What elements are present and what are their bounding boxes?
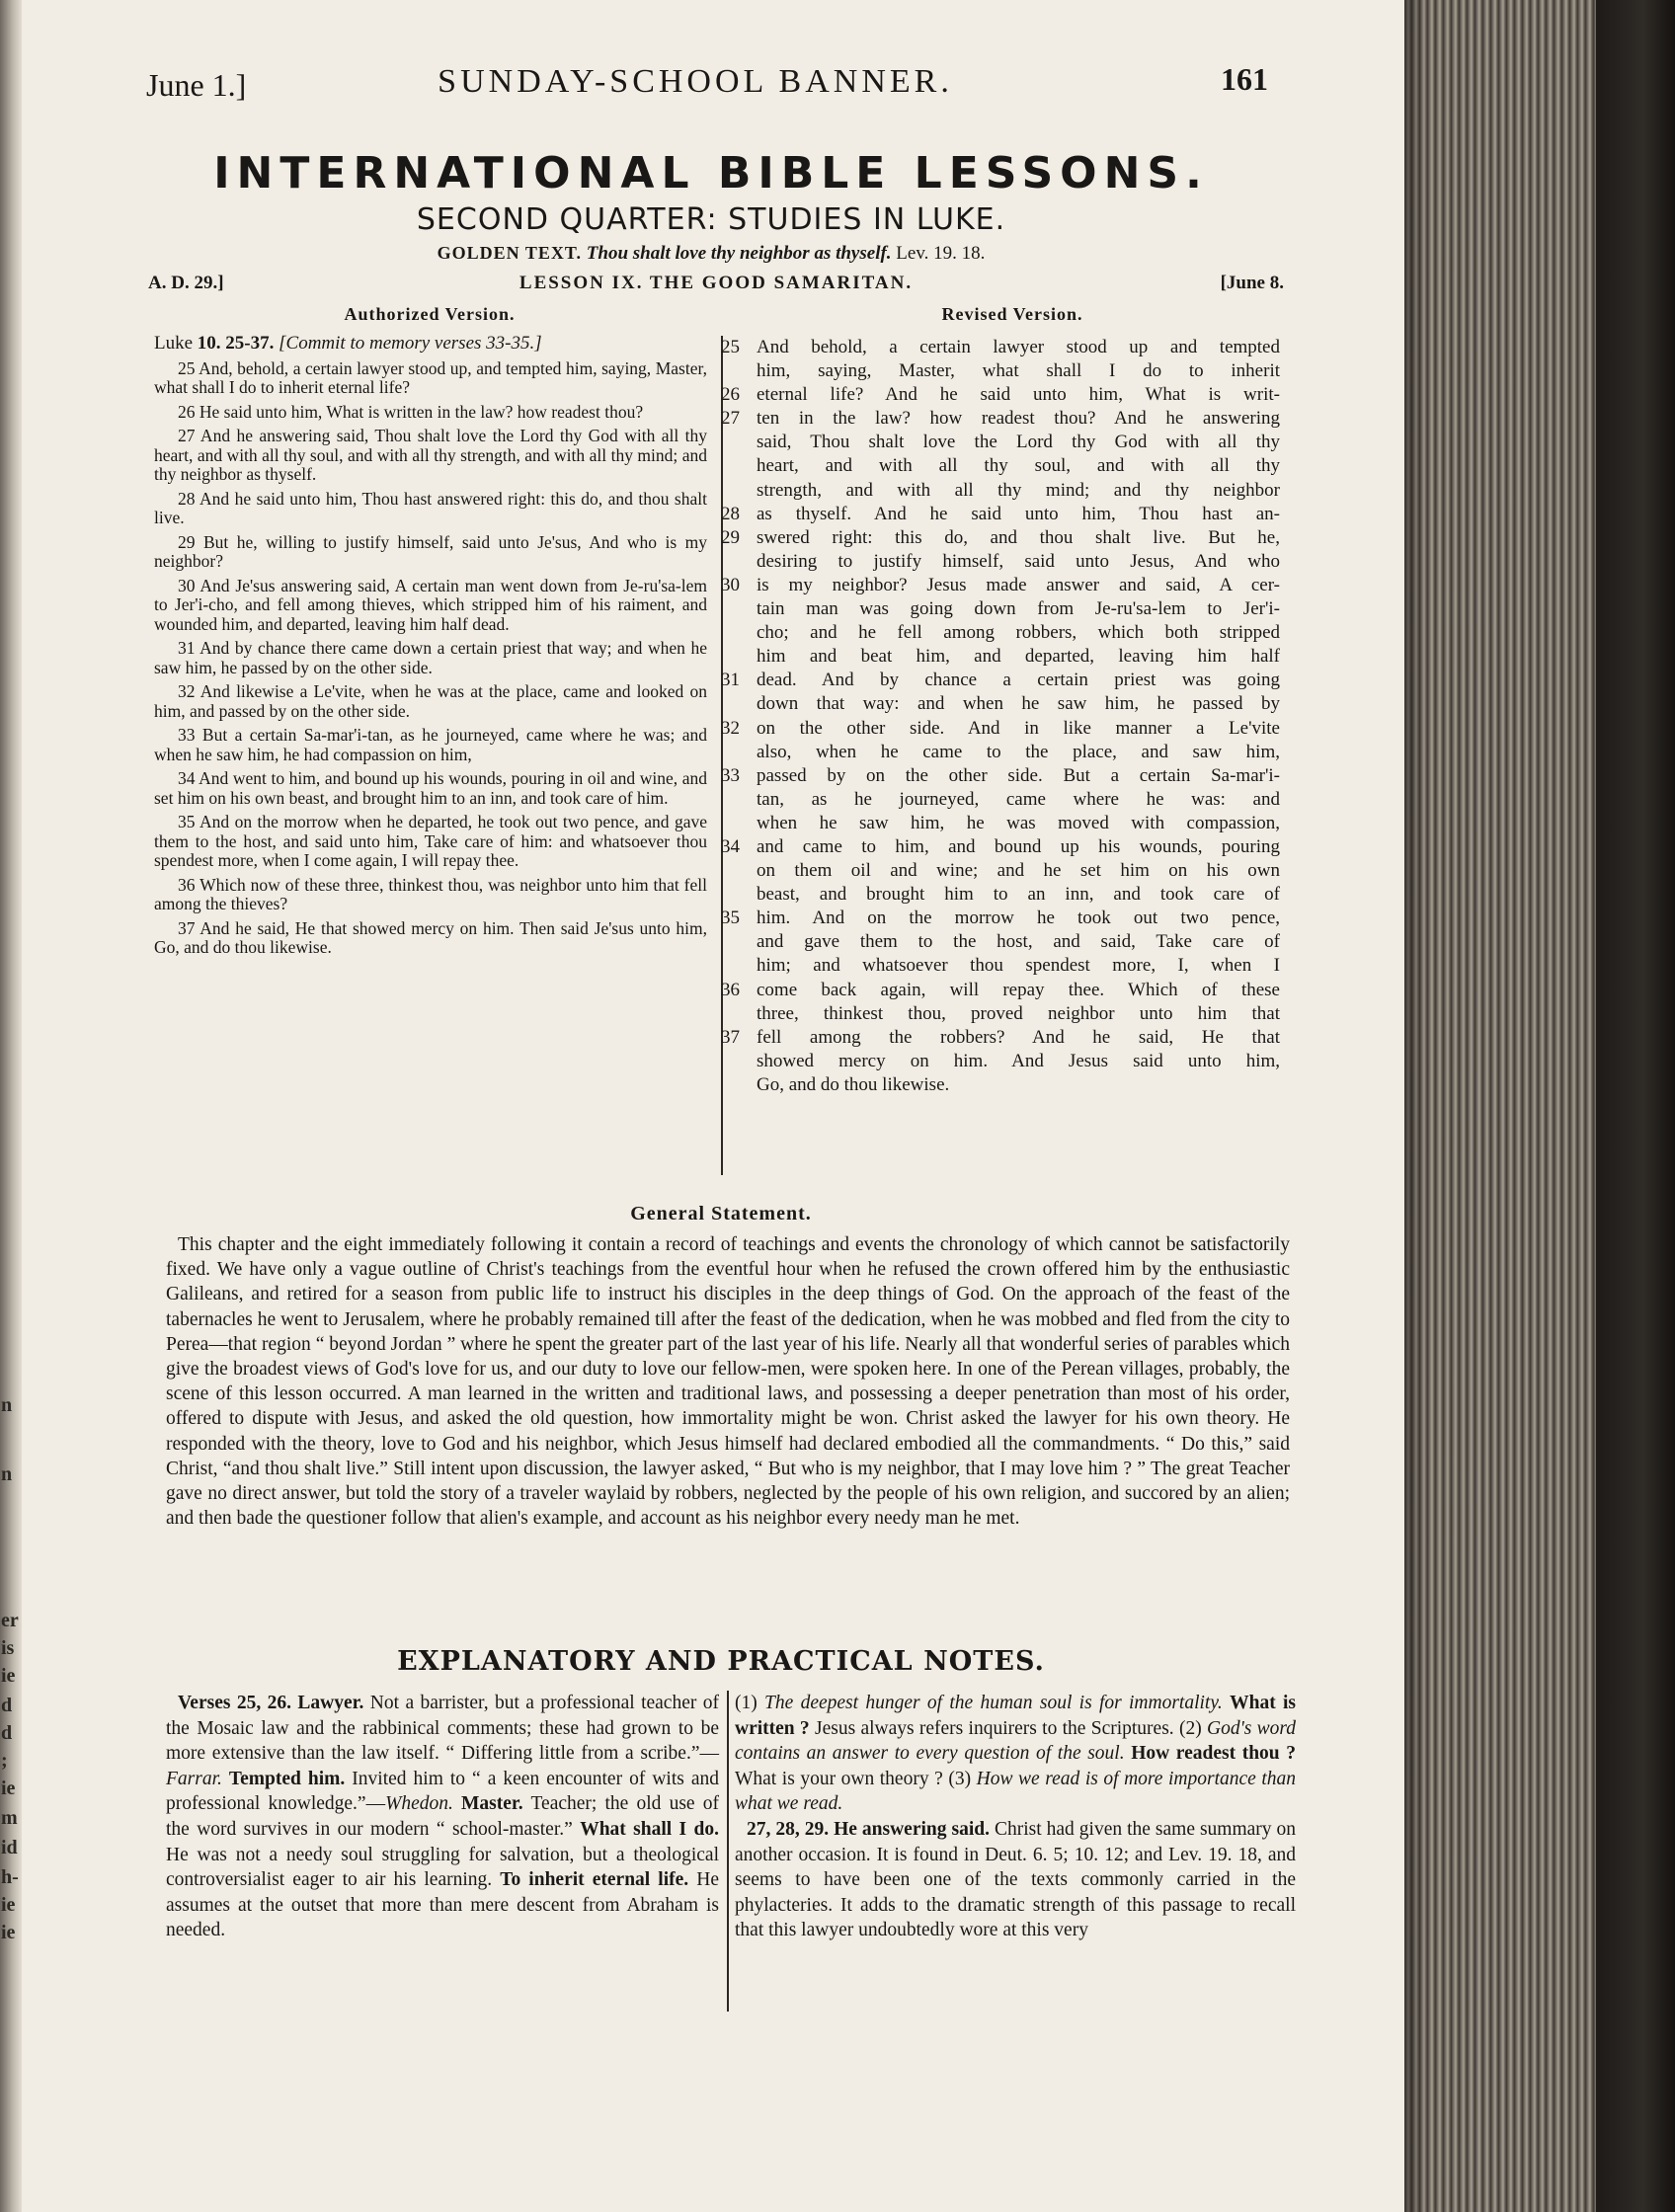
revised-line-text: showed mercy on him. And Jesus said unto him, <box>757 1050 1280 1071</box>
note-term: What is written ? <box>735 1693 1296 1739</box>
golden-text-label: GOLDEN TEXT. <box>437 243 583 263</box>
general-statement-heading: General Statement. <box>630 1203 812 1224</box>
revised-line-text: down that way: and when he saw him, he passed by <box>757 693 1280 715</box>
note-term: What shall I do. <box>580 1818 720 1840</box>
verse-number: 29 <box>721 526 740 548</box>
authorized-verse: 30 And Je'sus answering said, A certain man went down from Je-ru'sa-lem to Jer'i-cho, and fell among thieves, which stripped him of his raiment, and wounded him, and departed, leaving him half dead. <box>154 575 707 634</box>
verse-number: 36 <box>721 979 740 1000</box>
note-number: (1) <box>735 1693 758 1713</box>
revised-line-text: as thyself. And he said unto him, Thou hast an- <box>757 503 1280 524</box>
revised-line <box>721 574 1288 597</box>
citation-memory: [Commit to memory verses 33-35.] <box>279 333 542 354</box>
revised-line-text: And behold, a certain lawyer stood up and tempted <box>757 337 1280 357</box>
verse-number: 34 <box>721 835 740 857</box>
note-term: Lawyer. <box>297 1693 364 1713</box>
golden-text <box>158 243 1264 265</box>
authorized-verse: 33 But a certain Sa-mar'i-tan, as he journeyed, came where he was; and when he saw him, he had compassion on him, <box>154 725 707 764</box>
notes-right-column <box>735 1691 1296 1943</box>
revised-line <box>721 954 1288 978</box>
margin-fragment: ie <box>1 1778 16 1799</box>
authorized-verse: 34 And went to him, and bound up his wounds, pouring in oil and wine, and set him on his own beast, and brought him to an inn, and took care of him. <box>154 768 707 808</box>
revised-line-text: and gave them to the host, and said, Take care of <box>757 931 1280 953</box>
revised-line <box>721 550 1288 574</box>
revised-line <box>721 883 1288 907</box>
revised-line <box>721 692 1288 716</box>
note-term: He answering said. <box>834 1818 990 1840</box>
revised-line <box>721 859 1288 883</box>
margin-fragment: ; <box>1 1750 8 1772</box>
citation-reference: 10. 25-37. <box>197 333 275 354</box>
revised-line <box>721 1026 1288 1050</box>
page-title: INTERNATIONAL BIBLE LESSONS. <box>213 148 1209 198</box>
revised-line-text: strength, and with all thy mind; and thy neighbor <box>757 479 1280 501</box>
lesson-title: LESSON IX. THE GOOD SAMARITAN. <box>518 273 914 293</box>
revised-version-heading: Revised Version. <box>941 304 1083 324</box>
revised-line-text: is my neighbor? Jesus made answer and said, A cer- <box>757 574 1280 595</box>
margin-fragment: ie <box>1 1894 16 1916</box>
note-text: He assumes at the outset that more than mere descent from Abraham is needed. <box>166 1869 719 1941</box>
authorized-verse: 25 And, behold, a certain lawyer stood up, and tempted him, saying, Master, what shall I do to inherit eternal life? <box>154 357 707 397</box>
verse-number: 25 <box>721 337 740 357</box>
revised-line <box>721 383 1288 407</box>
authorized-verse: 26 He said unto him, What is written in the law? how readest thou? <box>178 401 644 422</box>
revised-line <box>721 503 1288 526</box>
note-text: What is your own theory ? <box>735 1768 943 1789</box>
revised-line <box>721 645 1288 669</box>
revised-line <box>721 669 1288 692</box>
note-citation: Whedon. <box>385 1793 453 1815</box>
verse-number: 28 <box>721 503 740 524</box>
margin-fragment: d <box>1 1722 13 1744</box>
revised-line-text: eternal life? And he said unto him, What is writ- <box>757 384 1280 406</box>
revised-line <box>721 812 1288 835</box>
book-cover-edge <box>1596 0 1675 2212</box>
header-date: June 1.] <box>146 67 247 103</box>
note-citation: Farrar. <box>166 1768 222 1789</box>
revised-line-text: swered right: this do, and thou shalt live. But he, <box>757 526 1280 548</box>
revised-line-text: beast, and brought him to an inn, and took care of <box>757 884 1280 906</box>
authorized-verse: 36 Which now of these three, thinkest thou, was neighbor unto him that fell among the thieves? <box>154 874 707 913</box>
verse-number: 26 <box>721 384 740 406</box>
revised-line <box>721 407 1288 431</box>
revised-line-text: said, Thou shalt love the Lord thy God with all thy <box>757 432 1280 453</box>
margin-fragment: ie <box>1 1665 16 1687</box>
margin-fragment: er <box>1 1610 19 1631</box>
revised-line-text: three, thinkest thou, proved neighbor unto him that <box>757 1002 1280 1024</box>
margin-fragment: d <box>1 1695 13 1716</box>
golden-text-body: Thou shalt love thy neighbor as thyself. <box>586 243 892 264</box>
note-term: Tempted him. <box>228 1768 346 1789</box>
margin-fragment: h- <box>1 1866 19 1888</box>
revised-line-text: tain man was going down from Je-ru'sa-lem to Jer'i- <box>757 598 1280 620</box>
note-verse-ref: 27, 28, 29. <box>747 1818 830 1840</box>
note-verse-ref: Verses 25, 26. <box>178 1693 291 1713</box>
authorized-verse: 31 And by chance there came down a certain priest that way; and when he saw him, he passed by on the other side. <box>154 638 707 677</box>
revised-line <box>721 930 1288 954</box>
authorized-verse: 29 But he, willing to justify himself, said unto Je'sus, And who is my neighbor? <box>154 531 707 571</box>
authorized-verses <box>154 359 707 958</box>
note-term: Master. <box>461 1793 523 1815</box>
revised-line-text: come back again, will repay thee. Which of these <box>757 979 1280 1000</box>
authorized-verse: 37 And he said, He that showed mercy on him. Then said Je'sus unto him, Go, and do thou likewise. <box>154 917 707 957</box>
notes-left-column <box>166 1691 719 1943</box>
margin-fragment: ie <box>1 1922 16 1943</box>
verse-number: 31 <box>721 670 740 691</box>
authorized-verse: 28 And he said unto him, Thou hast answered right: this do, and thou shalt live. <box>154 488 707 527</box>
revised-line-text: him and beat him, and departed, leaving him half <box>757 646 1280 668</box>
revised-line <box>721 979 1288 1002</box>
revised-line-text: on the other side. And in like manner a Le'vite <box>757 717 1280 739</box>
revised-version-column <box>721 336 1288 1097</box>
verse-number: 35 <box>721 908 740 929</box>
revised-line <box>721 359 1288 383</box>
margin-fragment: n <box>1 1463 13 1485</box>
running-header <box>122 61 1268 111</box>
revised-line <box>721 431 1288 454</box>
gutter-shadow <box>1404 0 1426 2212</box>
revised-line <box>721 1050 1288 1073</box>
revised-line <box>721 717 1288 741</box>
revised-line-text: also, when he came to the place, and saw him, <box>757 741 1280 762</box>
lesson-year: A. D. 29.] <box>148 273 224 293</box>
verse-number: 33 <box>721 764 740 786</box>
margin-fragment: is <box>1 1637 15 1659</box>
verse-number: 27 <box>721 408 740 430</box>
note-number: (3) <box>948 1768 972 1789</box>
authorized-verse: 35 And on the morrow when he departed, he took out two pence, and gave them to the host, and said unto him, Take care of him: and whatsoever thou spendest more, when I come again, I will repay thee. <box>154 812 707 870</box>
note-paragraph <box>735 1817 1296 1943</box>
note-text: Teacher; the old use of the word survives in our modern “ school-master.” <box>166 1793 719 1840</box>
revised-line <box>721 1002 1288 1026</box>
lesson-date: [June 8. <box>1220 273 1284 293</box>
revised-line-text: ten in the law? how readest thou? And he answering <box>757 408 1280 430</box>
general-statement-text: This chapter and the eight immediately following it contain a record of teachings and events the chronology of which cannot be satisfactorily fixed. We have only a vague outline of Christ's teachings from the eventful hour when he refused the crown offered him by the enthusiastic Galileans, and retired for a season from public life to instruct his disciples in the deep things of God. On the approach of the feast of the tabernacles he went to Jerusalem, where he probably remained till after the feast of the dedication, when he was mobbed and fled from the city to Perea—that region “ beyond Jordan ” where he spent the greater part of the last year of his life. Nearly all that wonderful series of parables which give the broadest views of God's love for us, and our duty to love our fellow-men, were spoken here. In one of the Perean villages, probably, the scene of this lesson occurred. A man learned in the written and traditional laws, and possessing a deeper penetration than most of his order, offered to dispute with Jesus, and asked the old question, how immortality might be won. Christ asked the lawyer for his own theory. He responded with the theory, love to God and his neighbor, which Jesus himself had declared embodied all the commandments. “ Do this,” said Christ, “and thou shalt live.” Still intent upon discussion, the lawyer asked, “ But who is my neighbor, that I may love him ? ” The great Teacher gave no direct answer, but told the story of a traveler waylaid by robbers, neglected by the people of his own religion, and succored by an alien; and then bade the questioner follow that alien's example, and account as his neighbor every needy man he met. <box>166 1234 1290 1530</box>
page-subtitle: SECOND QUARTER: STUDIES IN LUKE. <box>416 202 1006 237</box>
note-paragraph <box>735 1691 1296 1817</box>
note-term: How readest thou ? <box>1131 1743 1296 1765</box>
revised-line <box>721 1073 1288 1097</box>
left-margin-fragments <box>0 0 22 2212</box>
verse-number: 37 <box>721 1026 740 1048</box>
revised-line-text: passed by on the other side. But a certain Sa-mar'i- <box>757 764 1280 786</box>
citation-book: Luke <box>154 333 194 354</box>
notes-heading: EXPLANATORY AND PRACTICAL NOTES. <box>397 1646 1045 1677</box>
revised-line <box>721 764 1288 788</box>
margin-fragment: id <box>1 1837 18 1858</box>
authorized-verse: 27 And he answering said, Thou shalt love the Lord thy God with all thy heart, and with all thy soul, and with all thy strength, and with all thy mind; and thy neighbor as thyself. <box>154 426 707 484</box>
note-text: Not a barrister, but a professional teacher of the Mosaic law and the rabbinical comments; these had grown to be more extensive than the law itself. “ Differing little from a scribe.”— <box>166 1693 720 1765</box>
revised-line-text: him, saying, Master, what shall I do to inherit <box>757 360 1280 382</box>
scripture-citation <box>154 334 707 354</box>
revised-line <box>721 741 1288 764</box>
authorized-version-heading: Authorized Version. <box>344 304 516 324</box>
verse-number: 30 <box>721 574 740 595</box>
note-paragraph <box>166 1691 719 1943</box>
revised-line-text: him; and whatsoever thou spendest more, I, when I <box>757 955 1280 977</box>
revised-line <box>721 621 1288 645</box>
revised-line <box>721 835 1288 859</box>
note-lesson: The deepest hunger of the human soul is for immortality. <box>764 1693 1223 1713</box>
revised-line-text: and came to him, and bound up his wounds, pouring <box>757 835 1280 857</box>
revised-line <box>721 454 1288 478</box>
verse-number: 32 <box>721 717 740 739</box>
header-periodical: SUNDAY-SCHOOL BANNER. <box>438 63 953 100</box>
note-number: (2) <box>1178 1717 1202 1739</box>
revised-line-text: on them oil and wine; and he set him on his own <box>757 860 1280 882</box>
lesson-header <box>148 273 1284 302</box>
revised-line <box>721 788 1288 812</box>
revised-line-text: heart, and with all thy soul, and with all thy <box>757 455 1280 477</box>
revised-line-text: dead. And by chance a certain priest was going <box>757 670 1280 691</box>
margin-fragment: n <box>1 1394 13 1416</box>
revised-line <box>721 479 1288 503</box>
revised-line-text: tan, as he journeyed, came where he was: and <box>757 788 1280 810</box>
revised-line-text: cho; and he fell among robbers, which both stripped <box>757 622 1280 644</box>
note-lesson: How we read is of more importance than what we read. <box>735 1768 1297 1815</box>
golden-text-reference: Lev. 19. 18. <box>896 243 986 264</box>
notes-column-divider <box>727 1691 729 2012</box>
revised-line-text: Go, and do thou likewise. <box>757 1073 950 1095</box>
revised-line <box>721 907 1288 930</box>
authorized-verse: 32 And likewise a Le'vite, when he was at the place, came and looked on him, and passed by on the other side. <box>154 681 707 721</box>
note-lesson: God's word contains an answer to every question of the soul. <box>735 1717 1297 1765</box>
margin-fragment: m <box>1 1807 18 1829</box>
note-text: Invited him to “ a keen encounter of wits and professional knowledge.”— <box>166 1768 720 1815</box>
authorized-version-column <box>154 334 707 963</box>
note-term: To inherit eternal life. <box>500 1869 689 1891</box>
revised-line-text: desiring to justify himself, said unto Jesus, And who <box>757 550 1280 572</box>
revised-line-text: fell among the robbers? And he said, He that <box>757 1026 1280 1048</box>
note-text: Christ had given the same summary on another occasion. It is found in Deut. 6. 5; 10. 12; and Lev. 19. 18, and seems to have been one of the texts commonly carried in the phylacteries. It adds to the dramatic strength of this passage to recall that this lawyer undoubtedly wore at this very <box>735 1818 1297 1941</box>
revised-line <box>721 526 1288 550</box>
revised-line <box>721 336 1288 359</box>
note-text: He was not a needy soul struggling for salvation, but a theological controversialist eager to air his learning. <box>166 1844 719 1891</box>
revised-line <box>721 597 1288 621</box>
note-text: Jesus always refers inquirers to the Scriptures. <box>814 1717 1174 1739</box>
revised-line-text: when he saw him, he was moved with compassion, <box>757 812 1280 833</box>
revised-line-text: him. And on the morrow he took out two pence, <box>757 908 1280 929</box>
page-number: 161 <box>1221 61 1268 97</box>
